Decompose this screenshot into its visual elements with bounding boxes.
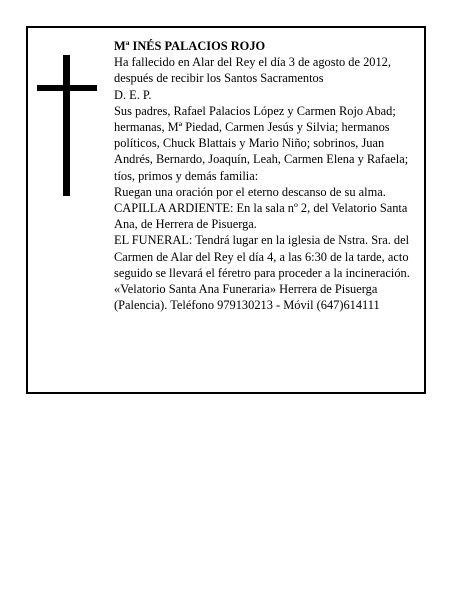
- funeral-home-contact: «Velatorio Santa Ana Funeraria» Herrera de Pisuerga (Palencia). Teléfono 979130213 - Móvil (647)614111: [114, 282, 380, 313]
- family-list: Sus padres, Rafael Palacios López y Carmen Rojo Abad; hermanas, Mª Piedad, Carmen Jesús y Silvia; hermanos políticos, Chuck Blattais y Mario Niño; sobrinos, Juan Andrés, Bernardo, Joaquín, Leah, Carmen Elena y Rafaela; tíos, primos y demás familia:: [114, 103, 409, 183]
- rest-in-peace: D. E. P.: [114, 87, 152, 102]
- prayer-request: Ruegan una oración por el eterno descanso de su alma.: [114, 184, 386, 199]
- death-announcement: Ha fallecido en Alar del Rey el día 3 de agosto de 2012, después de recibir los Santos Sacramentos: [114, 55, 391, 86]
- cross-icon-crossbar: [37, 85, 97, 91]
- cross-icon: [63, 55, 70, 196]
- funeral-info: EL FUNERAL: Tendrá lugar en la iglesia de Nstra. Sra. del Carmen de Alar del Rey el día 4, a las 6:30 de la tarde, acto seguido se llevará el féretro para proceder a la incineración.: [114, 233, 410, 280]
- notice-text: [114, 38, 422, 313]
- chapel-info: CAPILLA ARDIENTE: En la sala nº 2, del Velatorio Santa Ana, de Herrera de Pisuerga.: [114, 201, 408, 232]
- deceased-name: Mª INÉS PALACIOS ROJO: [114, 39, 266, 53]
